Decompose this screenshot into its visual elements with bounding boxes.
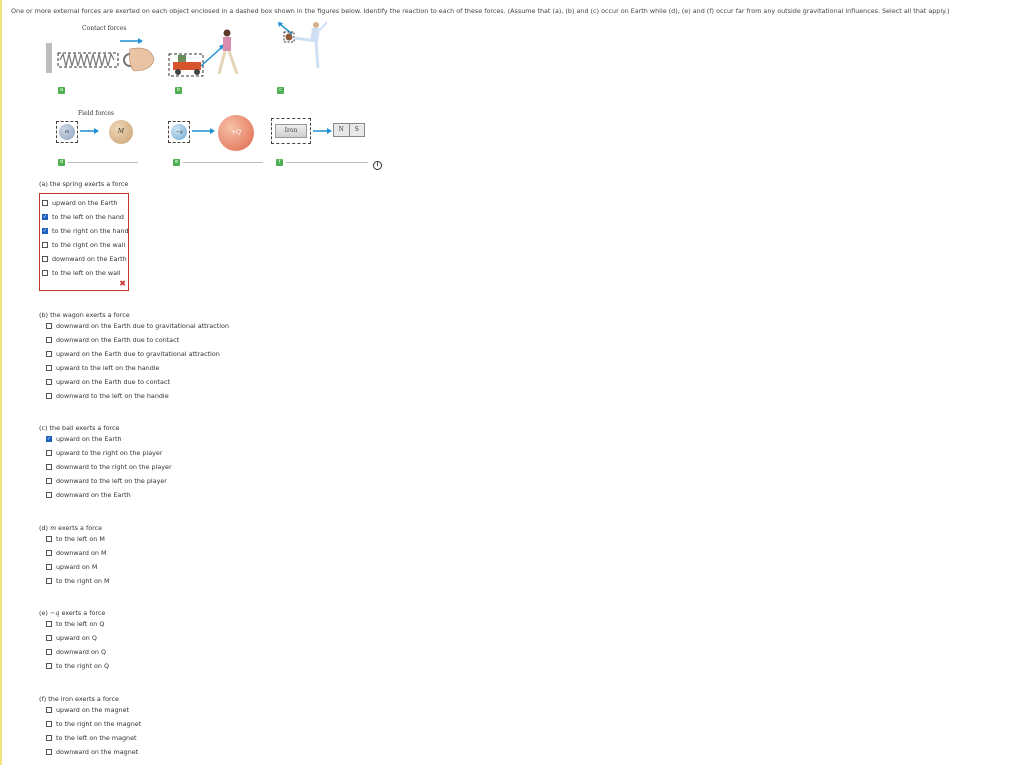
option-d-0[interactable]	[46, 532, 110, 546]
question-c	[39, 424, 172, 502]
badge-b: b	[176, 87, 181, 93]
option-label: upward on Q	[56, 634, 97, 642]
option-a-4[interactable]	[42, 252, 126, 266]
checkbox[interactable]	[46, 663, 52, 669]
small-mass-m: m	[59, 124, 75, 140]
question-b	[39, 311, 229, 403]
spring-illustration	[42, 35, 162, 80]
divider-d	[68, 162, 138, 163]
question-f-title: (f) the iron exerts a force	[39, 695, 119, 703]
south-pole-label: S	[354, 126, 359, 133]
checkbox-checked[interactable]: ✓	[42, 227, 48, 234]
checkbox[interactable]	[46, 721, 52, 727]
option-f-2[interactable]	[46, 731, 141, 745]
option-label: downward to the right on the player	[56, 463, 172, 471]
divider-f	[286, 162, 368, 163]
checkbox[interactable]	[42, 270, 48, 276]
checkbox[interactable]	[46, 379, 52, 385]
question-e	[39, 609, 109, 673]
option-label: downward to the left on the player	[56, 477, 167, 485]
option-a-3[interactable]	[42, 238, 126, 252]
option-a-2[interactable]	[42, 224, 129, 238]
option-a-0[interactable]	[42, 196, 126, 210]
iron-block: Iron	[275, 124, 307, 138]
divider-e	[183, 162, 263, 163]
question-f	[39, 695, 141, 759]
option-b-1[interactable]	[46, 333, 229, 347]
option-label: upward on the Earth	[56, 435, 122, 443]
option-label: downward on the Earth	[52, 255, 127, 263]
option-label: downward on the Earth due to contact	[56, 336, 180, 344]
checkbox[interactable]	[46, 536, 52, 542]
question-d	[39, 524, 110, 588]
option-c-3[interactable]	[46, 474, 172, 488]
checkbox[interactable]	[46, 564, 52, 570]
option-label: downward on the Earth due to gravitational attraction	[56, 322, 229, 330]
option-d-3[interactable]	[46, 574, 110, 588]
badge-e: e	[174, 159, 179, 165]
question-a-title: (a) the spring exerts a force	[39, 180, 129, 188]
field-forces-label: Field forces	[78, 110, 114, 117]
checkbox[interactable]	[46, 749, 52, 755]
option-label: downward on the Earth	[56, 491, 131, 499]
option-a-1[interactable]	[42, 210, 126, 224]
option-label: downward on Q	[56, 648, 107, 656]
option-d-1[interactable]	[46, 546, 110, 560]
checkbox[interactable]	[46, 351, 52, 357]
checkbox[interactable]	[46, 464, 52, 470]
question-a	[39, 180, 129, 291]
option-label: to the right on the wall	[52, 241, 126, 249]
option-e-1[interactable]	[46, 631, 109, 645]
question-e-title: (e) −q exerts a force	[39, 609, 106, 617]
checkbox[interactable]	[46, 578, 52, 584]
large-mass-M: M	[109, 120, 133, 144]
option-label: to the left on Q	[56, 620, 105, 628]
contact-forces-label: Contact forces	[82, 25, 127, 32]
checkbox[interactable]	[46, 393, 52, 399]
positive-charge: +Q	[218, 115, 254, 151]
info-icon[interactable]: i	[373, 161, 382, 170]
option-label: upward on the Earth	[52, 199, 118, 207]
wagon-illustration	[167, 26, 247, 81]
option-label: to the right on the hand	[52, 227, 129, 235]
option-label: to the right on Q	[56, 662, 110, 670]
option-label: to the left on the wall	[52, 269, 121, 277]
option-label: to the left on the magnet	[56, 734, 137, 742]
checkbox[interactable]	[46, 635, 52, 641]
option-label: to the left on the hand	[52, 213, 124, 221]
option-label: upward on the magnet	[56, 706, 130, 714]
option-label: downward to the left on the handle	[56, 392, 169, 400]
checkbox[interactable]	[42, 242, 48, 248]
option-c-4[interactable]	[46, 488, 172, 502]
option-e-3[interactable]	[46, 659, 109, 673]
option-label: upward on the Earth due to contact	[56, 378, 170, 386]
option-c-1[interactable]	[46, 446, 172, 460]
question-prompt: One or more external forces are exerted on each object enclosed in a dashed box shown in the figures below. Identify the reaction to each of these forces. (Assume that (a), (b) and (c) occur on Earth while (d), (e) and (f) occur far from any outside gravitational influences. Select all that apply.)	[11, 7, 950, 15]
negative-charge: −q	[171, 124, 187, 140]
bar-magnet	[333, 123, 365, 137]
forces-figure	[42, 20, 422, 170]
option-label: to the right on the magnet	[56, 720, 142, 728]
checkbox[interactable]	[46, 365, 52, 371]
question-d-title: (d) m exerts a force	[39, 524, 103, 532]
option-c-2[interactable]	[46, 460, 172, 474]
option-label: upward to the right on the player	[56, 449, 163, 457]
option-f-0[interactable]	[46, 703, 141, 717]
checkbox-checked[interactable]: ✓	[46, 435, 52, 442]
arrow-d	[78, 127, 100, 135]
option-label: downward on the magnet	[56, 748, 139, 756]
checkbox[interactable]	[46, 478, 52, 484]
checkbox[interactable]	[46, 323, 52, 329]
checkbox[interactable]	[46, 735, 52, 741]
option-a-5[interactable]	[42, 266, 126, 280]
option-label: downward on M	[56, 549, 107, 557]
north-pole-label: N	[334, 124, 350, 136]
arrow-e	[190, 127, 216, 135]
option-c-0[interactable]	[46, 432, 172, 446]
badge-f: f	[276, 159, 283, 166]
checkbox[interactable]	[46, 550, 52, 556]
option-f-1[interactable]	[46, 717, 141, 731]
option-label: upward to the left on the handle	[56, 364, 160, 372]
question-c-title: (c) the ball exerts a force	[39, 424, 120, 432]
question-a-answer-box	[39, 193, 129, 291]
option-b-0[interactable]	[46, 319, 229, 333]
checkbox[interactable]	[46, 649, 52, 655]
checkbox[interactable]	[46, 337, 52, 343]
option-b-2[interactable]	[46, 347, 229, 361]
checkbox[interactable]	[46, 707, 52, 713]
option-e-2[interactable]	[46, 645, 109, 659]
option-label: upward on M	[56, 563, 98, 571]
badge-a: a	[59, 87, 64, 93]
option-e-0[interactable]	[46, 617, 109, 631]
option-f-3[interactable]	[46, 745, 141, 759]
option-label: to the left on M	[56, 535, 105, 543]
option-b-5[interactable]	[46, 389, 229, 403]
checkbox[interactable]	[42, 200, 48, 206]
option-label: upward on the Earth due to gravitational attraction	[56, 350, 220, 358]
option-d-2[interactable]	[46, 560, 110, 574]
badge-d: d	[59, 159, 64, 165]
option-b-3[interactable]	[46, 361, 229, 375]
soccer-player-illustration	[272, 20, 332, 75]
option-b-4[interactable]	[46, 375, 229, 389]
checkbox[interactable]	[46, 492, 52, 498]
checkbox-checked[interactable]: ✓	[42, 213, 48, 220]
checkbox[interactable]	[46, 450, 52, 456]
incorrect-x-icon: ✖	[119, 279, 126, 288]
checkbox[interactable]	[42, 256, 48, 262]
checkbox[interactable]	[46, 621, 52, 627]
badge-c: c	[277, 87, 284, 94]
arrow-f	[311, 127, 333, 135]
question-b-title: (b) the wagon exerts a force	[39, 311, 130, 319]
option-label: to the right on M	[56, 577, 110, 585]
